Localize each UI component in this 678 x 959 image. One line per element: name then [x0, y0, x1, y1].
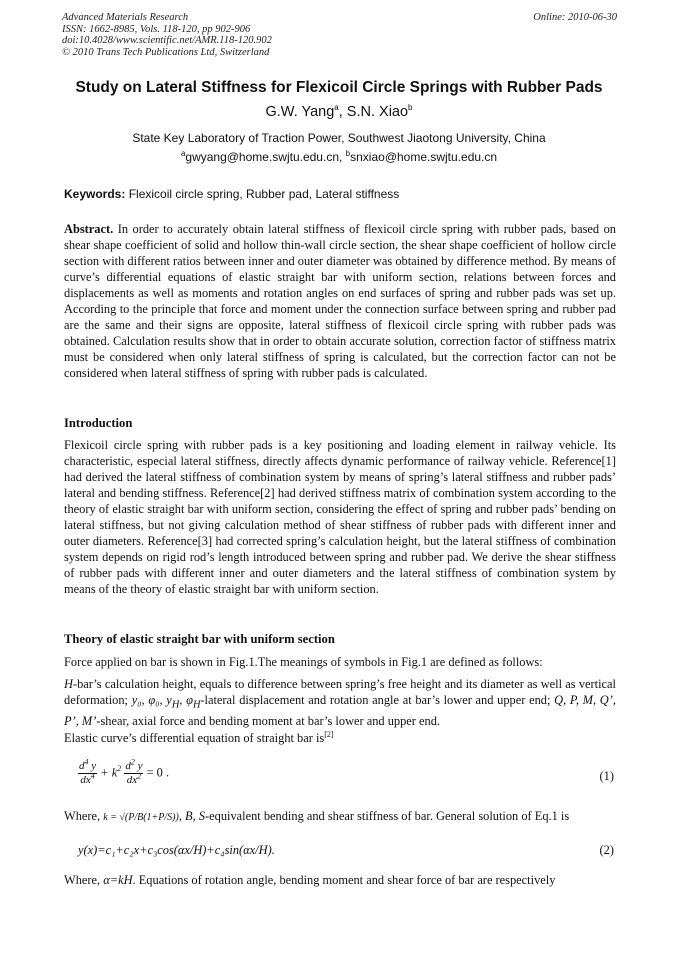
- journal-doi[interactable]: doi:10.4028/www.scientific.net/AMR.118-120.902: [62, 35, 272, 46]
- theory-p2-sub-H2: H: [192, 699, 201, 711]
- journal-header: [62, 12, 617, 58]
- theory-p2-text-c: -shear, axial force and bending moment at bar’s lower and upper end.: [96, 714, 441, 729]
- where1-BS: B, S: [185, 809, 206, 823]
- equation-2: y(x)=c₁+c₂x+c₃cos(αx/H)+c₄sin(αx/H).: [78, 843, 275, 857]
- keywords-label: Keywords:: [64, 187, 126, 201]
- eq1-end: = 0 .: [146, 765, 170, 780]
- online-date: Online: 2010-06-30: [533, 12, 617, 23]
- affiliation: State Key Laboratory of Traction Power, Southwest Jiaotong University, China: [132, 131, 546, 145]
- introduction-heading: Introduction: [64, 416, 133, 430]
- abstract-text: In order to accurately obtain lateral stiffness of flexicoil circle spring with rubber pads, based on shear shape coefficient of solid and hollow thin-wall circle section, the shear shape coefficient of hollow circle section with different ratios between inner and outer diameter was obtained by difference method. By means of curve’s differential equations of elastic straight bar with uniform section, relations between forces and displacements as well as moments and rotation angles on end surfaces of spring and rubber pads was set up. According to the principle that force and moment under the connection surface between spring and rubber pad are the same and their signs are opposite, lateral stiffness of flexicoil circle spring with rubber pads was obtained. Calculation results show that in order to obtain accurate solution, correction factor of stiffness matrix must be considered when only lateral stiffness of spring is calculated, but the correction factor can not be considered when lateral stiffness of spring with rubber pads is calculated.: [64, 222, 616, 380]
- eq1-exp-2b: 2: [130, 757, 135, 767]
- email-b[interactable]: snxiao@home.swjtu.edu.cn: [350, 150, 498, 164]
- theory-paragraph-2: [64, 676, 616, 729]
- eq1-frac-1: [78, 757, 97, 787]
- theory-p3-text: Elastic curve’s differential equation of straight bar is: [64, 731, 325, 745]
- theory-p2-symbols-2: , φ: [179, 693, 193, 707]
- eq1-exp-2c: 2: [137, 771, 142, 781]
- author-separator: ,: [338, 104, 347, 120]
- eq1-d2: d: [125, 760, 131, 772]
- eq1-dx2: dx: [126, 774, 138, 786]
- email-a-sup: a: [180, 149, 186, 158]
- abstract: [64, 221, 616, 381]
- theory-paragraph-3: [64, 730, 616, 746]
- eq1-dx: dx: [80, 774, 91, 786]
- where1-k: k = √(P/B(1+P/S)): [103, 812, 179, 823]
- email-separator: ,: [339, 150, 346, 164]
- eq1-plus-k: + k: [100, 765, 118, 780]
- eq1-exp-4b: 4: [90, 771, 95, 781]
- eq1-frac-2: [124, 757, 143, 787]
- theory-p2-text-b: -lateral displacement and rotation angle at bar’s lower and upper end;: [200, 693, 555, 707]
- eq1-exp-4: 4: [84, 757, 89, 767]
- author-2-sup: b: [408, 103, 413, 113]
- author-2: S.N. Xiao: [346, 104, 409, 120]
- theory-heading: Theory of elastic straight bar with uniform section: [64, 632, 335, 646]
- paper-title: Study on Lateral Stiffness for Flexicoil Circle Springs with Rubber Pads: [75, 79, 603, 96]
- where2-alpha: α=kH: [103, 873, 133, 887]
- email-b-sup: b: [345, 149, 351, 158]
- where-1: [64, 808, 616, 826]
- journal-name: Advanced Materials Research: [62, 12, 189, 23]
- where1-b: ,: [178, 809, 186, 823]
- where1-a: Where,: [64, 809, 104, 823]
- keywords-text: Flexicoil circle spring, Rubber pad, Lateral stiffness: [125, 187, 400, 201]
- where2-b: . Equations of rotation angle, bending moment and shear force of bar are respectively: [132, 873, 556, 887]
- sym-H: H: [64, 677, 73, 691]
- abstract-label: Abstract.: [64, 222, 114, 236]
- email-a[interactable]: gwyang@home.swjtu.edu.cn: [185, 150, 339, 164]
- equation-2-number: (2): [599, 843, 614, 857]
- journal-issn: ISSN: 1662-8985, Vols. 118-120, pp 902-906: [62, 23, 251, 35]
- emails: [40, 150, 638, 164]
- eq1-y2: y: [137, 760, 143, 772]
- equation-1: [78, 757, 170, 787]
- where2-a: Where,: [64, 873, 104, 887]
- theory-p2-symbols-3: Q, P, M, Q’, P’, M’: [64, 693, 616, 729]
- theory-p2-sub-H: H: [171, 699, 180, 711]
- where1-c: -equivalent bending and shear stiffness of bar. General solution of Eq.1 is: [205, 809, 570, 823]
- keywords: [64, 187, 616, 201]
- theory-paragraph-1: Force applied on bar is shown in Fig.1.The meanings of symbols in Fig.1 are defined as follows:: [64, 655, 543, 669]
- journal-copyright: © 2010 Trans Tech Publications Ltd, Switzerland: [62, 46, 270, 58]
- theory-p3-ref: [2]: [324, 729, 334, 739]
- where-2: [64, 872, 616, 888]
- introduction-text: Flexicoil circle spring with rubber pads is a key positioning and loading element in railway vehicle. Its characteristic, especial lateral stiffness, directly affects dynamic performance of railway vehicle. Reference[1] had derived the lateral stiffness of combination system by means of spring’s lateral stiffness and rubber pads’ lateral and bending stiffness. Reference[2] had derived stiffness matrix of combination system according to the theory of elastic straight bar with uniform section, considering the effect of spring and rubber pads’ bending on lateral stiffness, but not giving calculation method of shear stiffness of rubber pads with different inner and outer diameters. Reference[3] had corrected spring’s calculation height, but the lateral stiffness of combination system depends on rigid rod’s length introduced between spring and rubber pad. We derive the shear stiffness of rubber pads with different inner and outer diameters and the lateral stiffness of combination system by means of the theory of elastic straight bar with uniform section.: [64, 438, 616, 596]
- eq1-d: d: [79, 760, 85, 772]
- theory-p2-text-a: -bar’s calculation height, equals to difference between spring’s free height and its diameter as well as vertical deformation;: [64, 677, 616, 707]
- author-1-sup: a: [334, 103, 339, 113]
- eq1-exp-2: 2: [117, 764, 122, 774]
- theory-p2-symbols-1: y₀, φ₀, y: [131, 693, 172, 707]
- author-1: G.W. Yang: [265, 104, 335, 120]
- equation-1-number: (1): [599, 769, 614, 783]
- eq1-y: y: [91, 760, 97, 772]
- authors: [40, 104, 638, 120]
